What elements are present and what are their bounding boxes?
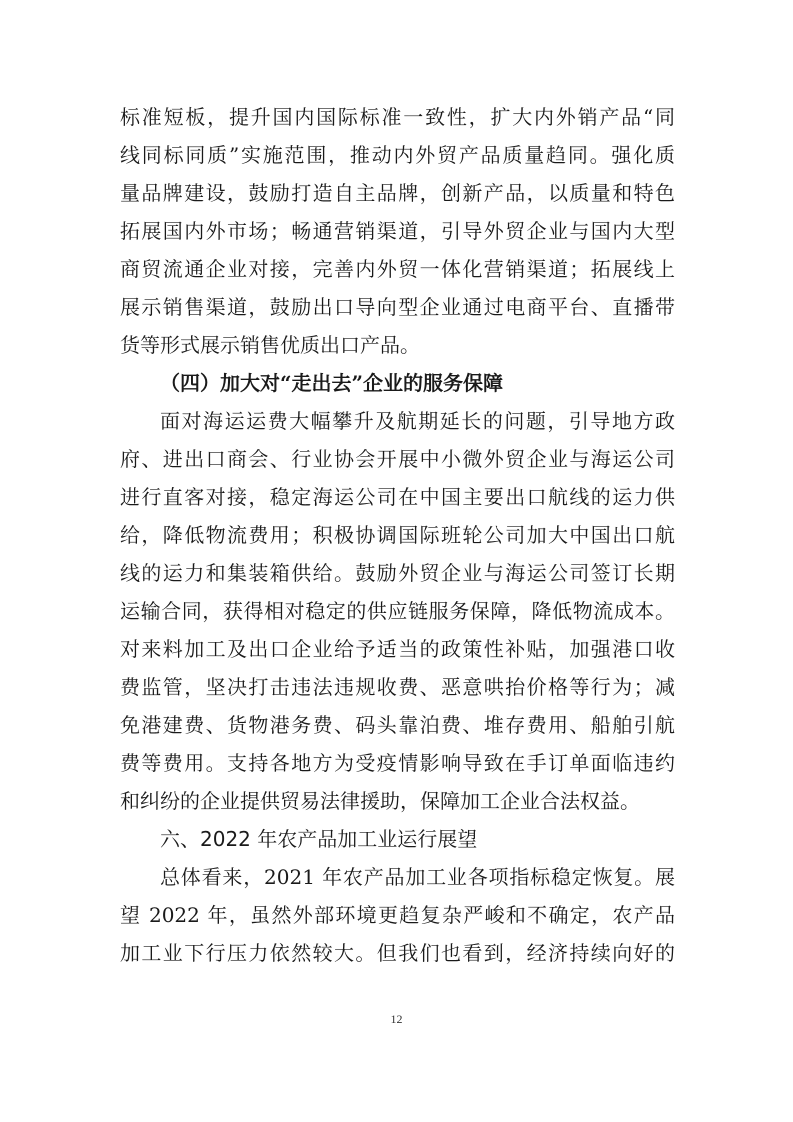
page-number: 12 [390,1012,403,1026]
text-line: 总体看来，2021 年农产品加工业各项指标稳定恢复。展 [160,865,675,889]
paragraph-product-quality [120,98,675,364]
text-line: 拓展国内外市场；畅通营销渠道，引导外贸企业与国内大型 [120,219,675,243]
text-line: 进行直客对接，稳定海运公司在中国主要出口航线的运力供 [120,485,675,509]
text-line: 线同标同质”实施范围，推动内外贸产品质量趋同。强化质 [120,143,675,167]
text-line: 费监管，坚决打击违法违规收费、恶意哄抬价格等行为；减 [120,675,675,699]
text-line: 运输合同，获得相对稳定的供应链服务保障，降低物流成本。 [120,599,675,623]
text-line: 展示销售渠道，鼓励出口导向型企业通过电商平台、直播带 [120,295,675,319]
text-line: 标准短板，提升国内国际标准一致性，扩大内外销产品“同 [120,105,675,129]
text-line: 费等费用。支持各地方为受疫情影响导致在手订单面临违约 [120,751,675,775]
text-line: 加工业下行压力依然较大。但我们也看到，经济持续向好的 [120,941,675,965]
text-line: 面对海运运费大幅攀升及航期延长的问题，引导地方政 [160,409,675,433]
subheading-service-guarantee: （四）加大对“走出去”企业的服务保障 [160,371,504,395]
text-line: 商贸流通企业对接，完善内外贸一体化营销渠道；拓展线上 [120,257,675,281]
text-line: 免港建费、货物港务费、码头靠泊费、堆存费用、船舶引航 [120,713,675,737]
text-line: 线的运力和集装箱供给。鼓励外贸企业与海运公司签订长期 [120,561,675,585]
text-line: 望 2022 年，虽然外部环境更趋复杂严峻和不确定，农产品 [120,903,675,927]
text-line: 对来料加工及出口企业给予适当的政策性补贴，加强港口收 [120,637,675,661]
text-line: 府、进出口商会、行业协会开展中小微外贸企业与海运公司 [120,447,675,471]
text-line: 给，降低物流费用；积极协调国际班轮公司加大中国出口航 [120,523,675,547]
text-line: 量品牌建设，鼓励打造自主品牌，创新产品，以质量和特色 [120,181,675,205]
paragraph-outlook [120,858,675,972]
document-body [120,98,675,972]
text-line: 货等形式展示销售优质出口产品。 [120,333,420,357]
paragraph-shipping [120,402,675,820]
text-line: 和纠纷的企业提供贸易法律援助，保障加工企业合法权益。 [120,789,640,813]
section-heading-outlook: 六、2022 年农产品加工业运行展望 [160,827,478,851]
